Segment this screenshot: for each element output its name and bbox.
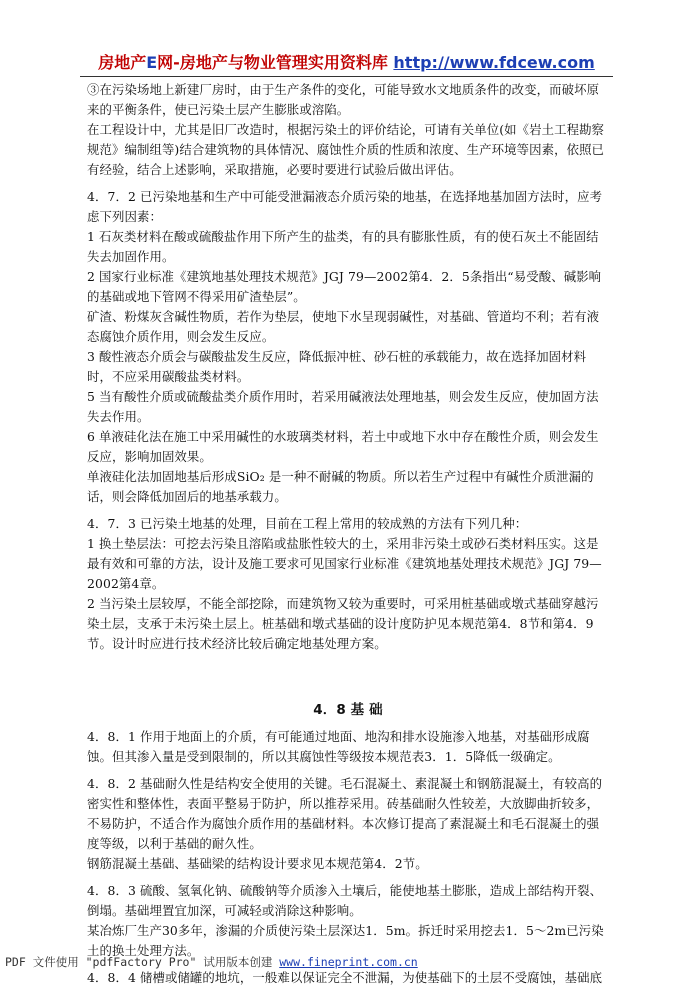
site-url-link[interactable]: http://www.fdcew.com xyxy=(393,53,595,72)
clause-4-8-2: 4．8．2 基础耐久性是结构安全使用的关键。毛石混凝土、素混凝土和钢筋混凝土，有较高的密实性和整体性，表面平整易于防护，所以推荐采用。砖基础耐久性较差，大放脚曲折较多，不易防护，不适合作为腐蚀介质作用的基础材料。本次修订提高了素混凝土和毛石混凝土的强度等级，以利于基础的耐久性。 xyxy=(87,776,603,851)
clause-4-7-2-item-6: 6 单液硅化法在施工中采用碱性的水玻璃类材料，若土中或地下水中存在酸性介质，则会发生反应，影响加固效果。 xyxy=(87,429,599,464)
clause-4-7-3-item-1: 1 换土垫层法：可挖去污染且溶陷或盐胀性较大的土，采用非污染土或砂石类材料压实。这是最有效和可靠的方法，设计及施工要求可见国家行业标准《建筑地基处理技术规范》JGJ 79—2002第4章。 xyxy=(87,536,602,591)
pdf-footer xyxy=(5,954,685,970)
paragraph-item-3-pollution-site: ③在污染场地上新建厂房时，由于生产条件的变化，可能导致水文地质条件的改变，而破坏原来的平衡条件，使已污染土层产生膨胀或溶陷。 xyxy=(87,82,600,117)
footer-link[interactable]: www.fineprint.com.cn xyxy=(279,955,418,969)
clause-4-7-2-note: 矿渣、粉煤灰含碱性物质，若作为垫层，使地下水呈现弱碱性，对基础、管道均不利；若有液态腐蚀介质作用，则会发生反应。 xyxy=(87,309,600,344)
site-name-e: E xyxy=(146,53,158,72)
site-header xyxy=(0,50,693,73)
clause-4-7-2-silicification-note: 单液硅化法加固地基后形成SiO₂ 是一种不耐碱的物质。所以若生产过程中有碱性介质泄漏的话，则会降低加固后的地基承载力。 xyxy=(87,469,594,504)
clause-4-7-2-item-3: 3 酸性液态介质会与碳酸盐发生反应，降低振冲桩、砂石桩的承载能力，故在选择加固材料时，不应采用碳酸盐类材料。 xyxy=(87,349,587,384)
clause-4-7-2-item-2: 2 国家行业标准《建筑地基处理技术规范》JGJ 79—2002第4．2．5条指出“易受酸、碱影响的基础或地下管网不得采用矿渣垫层”。 xyxy=(87,269,602,304)
document-body xyxy=(87,80,609,988)
header-divider xyxy=(80,76,613,77)
clause-4-8-4: 4．8．4 储槽或储罐的地坑，一般难以保证完全不泄漏，为使基础下的土层不受腐蚀，基础底 xyxy=(87,970,603,985)
clause-4-8-2-note: 钢筋混凝土基础、基础梁的结构设计要求见本规范第4．2节。 xyxy=(87,856,428,871)
footer-text: PDF 文件使用 "pdfFactory Pro" 试用版本创建 xyxy=(5,955,280,969)
paragraph-design-note: 在工程设计中，尤其是旧厂改造时，根据污染土的评价结论，可请有关单位(如《岩土工程勘察规范》编制组等)结合建筑物的具体情况、腐蚀性介质的性质和浓度、生产环境等因素，依照已有经验，结合上述影响，采取措施，必要时要进行试验后做出评估。 xyxy=(87,122,605,177)
clause-4-7-2-item-1: 1 石灰类材料在酸或硫酸盐作用下所产生的盐类，有的具有膨胀性质，有的使石灰土不能固结失去加固作用。 xyxy=(87,229,599,264)
clause-4-7-3: 4．7．3 已污染土地基的处理，目前在工程上常用的较成熟的方法有下列几种： xyxy=(87,516,528,531)
clause-4-7-2: 4．7．2 已污染地基和生产中可能受泄漏液态介质污染的地基，在选择地基加固方法时，应考虑下列因素： xyxy=(87,189,603,224)
section-title-4-8: 4．8 基 础 xyxy=(313,702,383,718)
clause-4-7-3-item-2: 2 当污染土层较厚，不能全部挖除，而建筑物又较为重要时，可采用桩基础或墩式基础穿越污染土层，支承于未污染土层上。桩基础和墩式基础的设计度防护见本规范第4．8节和第4．9节。设计时应进行技术经济比较后确定地基处理方案。 xyxy=(87,596,599,651)
site-name-suffix: 网-房地产与物业管理实用资料库 xyxy=(157,53,388,72)
clause-4-8-3: 4．8．3 硫酸、氢氧化钠、硫酸钠等介质渗入土壤后，能使地基土膨胀，造成上部结构开裂、倒塌。基础埋置宜加深，可减轻或消除这种影响。 xyxy=(87,883,603,918)
clause-4-7-2-item-5: 5 当有酸性介质或硫酸盐类介质作用时，若采用碱液法处理地基，则会发生反应，使加固方法失去作用。 xyxy=(87,389,599,424)
section-spacer xyxy=(87,654,609,700)
clause-4-8-3-example: 某冶炼厂生产30多年，渗漏的介质使污染土层深达1．5m。拆迁时采用挖去1．5～2m已污染土的换土处理方法。 xyxy=(87,923,604,958)
clause-4-8-1: 4．8．1 作用于地面上的介质，有可能通过地面、地沟和排水设施渗入地基，对基础形成腐蚀。但其渗入量是受到限制的，所以其腐蚀性等级按本规范表3．1．5降低一级确定。 xyxy=(87,729,590,764)
site-name-prefix: 房地产 xyxy=(98,53,147,72)
